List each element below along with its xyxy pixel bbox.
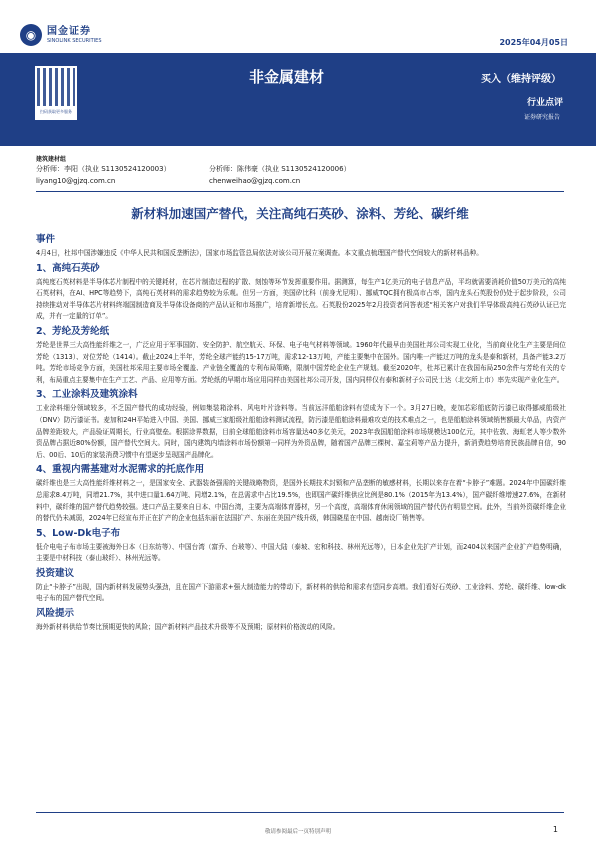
header-divider <box>36 191 564 192</box>
analyst-email[interactable]: liyang10@gjzq.com.cn <box>36 177 116 185</box>
logo-emblem-icon: ◉ <box>20 24 42 46</box>
section-heading: 3、工业涂料及建筑涂料 <box>36 389 138 401</box>
section-heading: 5、Low-Dk电子布 <box>36 527 121 539</box>
section-heading: 投资建议 <box>36 567 75 579</box>
report-date: 2025年04月05日 <box>499 38 568 47</box>
footer-disclaimer[interactable]: 敬请参阅最后一页特别声明 <box>264 829 331 835</box>
brand-logo <box>20 23 140 47</box>
page-number: 1 <box>552 825 558 834</box>
analyst-label: 分析师：李阳（执业 S1130524120003） <box>36 165 171 173</box>
team-name: 建筑建材组 <box>36 156 67 163</box>
section-paragraph: 高纯度石英材料是半导体芯片制程中的关键耗材，在芯片制造过程的扩散、刻蚀等环节发挥重要作用。据测算，每生产1亿美元的电子信息产品，平均就需要消耗价值50万美元的高纯石英材料，在AI、HPC等趋势下，高纯石英材料的需求趋势较为乐观。但另一方面，美国矽比科（前身尤尼明）、挪威TQC拥有极高市占率，国内龙头石英股份仍处于起步阶段，公司持续推动对半导体芯片材料终端国制造商及半导体设备商的产品认证和市场推广，培育新增长点。石英股份2025年2月投资者问答表述“相关客户对我们半导体级高纯石英砂认证已完成，并有一定量的订单”。 <box>36 277 566 321</box>
qr-code[interactable] <box>35 66 77 120</box>
section-heading: 4、重视内需基建对水泥需求的托底作用 <box>36 464 205 476</box>
section-paragraph: 碳纤维也是三大高性能纤维材料之一，是国家安全、武器装备强需的关键战略物资，是国外长期技术封锁和产品垄断的敏感材料，长期以来存在着“卡脖子”难题。2024年中国碳纤维总需求8.4万吨，同增21.7%，其中进口量1.64万吨、同增2.1%，在总需求中占比19.5%，也即国产碳纤维供应比例是80.1%（2015年为13.4%），国产碳纤维增速27.6%，在新材料中，碳纤维的国产替代趋势较强。进口产品主要来自日本、中国台湾，主要为高端体育器材，另一个高度，高端体育休闲领域的国产替代仍有明显空间。此外，当前外资碳纤维企业的替代仍未减弱，2024年已经宣布并正在扩产的企业包括东丽在法国扩产、东丽在美国产线升级，韩国晓星在中国、越南设厂销售等。 <box>36 479 566 523</box>
sector-title: 非金属建材 <box>249 68 325 86</box>
section-paragraph: 工业涂料细分领域较多，不乏国产替代的成功经验，例如集装箱涂料、风电叶片涂料等。当前远洋船舶涂料有望成为下一个。3月27日晚，麦加芯彩船底防污漆已取得挪威船级社（DNV）防污漆证书。麦加和24H平始进入中国、美国、挪威三家船级社船舶涂料测试流程，防污漆是船舶涂料最难攻克的技术难点之一，也是船舶涂料领域销售额最大单品，内资产品牌差距较大，产品验证周期长，行业高壁垒。根据涂界数据，目前全球船舶涂料市场容量达40多亿美元，2023年我国船舶涂料市场规模达100亿元，其中佐敦、海虹老人等少数外资品牌占据近80%份额，国产替代空间大。同时，国内建筑内墙涂料市场份额第一同样为外资品牌，随着国产品牌三棵树、嘉宝莉等产品力提升，新消费趋势培育民族品牌自信，90后、00后、10后的家装消费习惯中有望逐步呈现国产品牌化。 <box>36 404 566 459</box>
report-title: 新材料加速国产替代，关注高纯石英砂、涂料、芳纶、碳纤维 <box>131 206 469 221</box>
section-paragraph: 防止“卡脖子”出现，国内新材料发展势头强劲，且在国产下游需求+强大制造能力的带动下，新材料的供给和需求有望同步高增。我们看好石英砂、工业涂料、芳纶、碳纤维、low-dk电子布的国产替代空间。 <box>36 582 566 603</box>
report-subtype: 证券研究报告 <box>523 114 560 121</box>
analyst-email[interactable]: chenweihao@gjzq.com.cn <box>209 177 301 185</box>
analyst-label: 分析师：陈伟豪（执业 S1130524120006） <box>209 165 351 173</box>
section-heading: 风险提示 <box>36 608 75 620</box>
analyst-block <box>36 163 171 187</box>
logo-english-name: SINOLINK SECURITIES <box>47 37 102 44</box>
section-paragraph: 低介电电子布市场主要被海外日本（日东纺等）、中国台湾（富乔、台玻等）、中国大陆（泰坡、宏和科技、林州光远等），日本企业先扩产计划，而2404以来国产企业扩产趋势明确，主要是中材科技（泰山玻纤）、林州光远等。 <box>36 542 566 563</box>
logo-name: 国金证券 <box>47 25 91 37</box>
section-paragraph: 4月4日，杜邦中国涉嫌违反《中华人民共和国反垄断法》，国家市场监管总局依法对该公司开展立案调查。本文重点梳理国产替代空间较大的新材料品种。 <box>36 249 483 257</box>
section-paragraph: 芳纶是世界三大高性能纤维之一，广泛应用于军事国防、安全防护、航空航天、环保、电子电气材料等领域。1960年代最早由美国杜邦公司实现工业化，当前商业化生产主要是间位芳纶（1313）、对位芳纶（1414）。截止2024上半年，芳纶全球产能约15-17万吨，需求12-13万吨，产能主要集中在国外。国内唯一产能过万吨的龙头是泰和新材，具备产能3.2万吨。芳纶市场竞争方面，美国杜邦采用主要市场全覆盖、产业链全覆盖的专利布局策略，限制中国芳纶企业生产规划。截至2020年，杜邦已累计在我国布局250余件与芳纶有关的专利，布局重点主要集中在生产工艺、产品、应用等方面。芳纶纸的早期市场应用同样由美国杜邦公司开发，国内同样仅有泰和新材子公司民士达（北交所上市）率先实现产业化生产。 <box>36 340 566 384</box>
analyst-block <box>209 163 351 187</box>
report-type: 行业点评 <box>526 98 563 108</box>
rating-badge: 买入（维持评级） <box>481 74 561 85</box>
qr-code-icon <box>37 68 75 106</box>
report-body <box>36 231 566 635</box>
footer-divider <box>36 812 564 813</box>
qr-label: 扫码获取更多服务 <box>40 109 72 114</box>
section-paragraph: 海外新材料供给节奏比预期更快的风险；国产新材料产品技术升级等不及预期；原材料价格波动的风险。 <box>36 623 340 632</box>
section-heading: 1、高纯石英砂 <box>36 262 100 274</box>
section-heading: 2、芳纶及芳纶纸 <box>36 325 110 337</box>
section-heading: 事件 <box>36 234 56 245</box>
